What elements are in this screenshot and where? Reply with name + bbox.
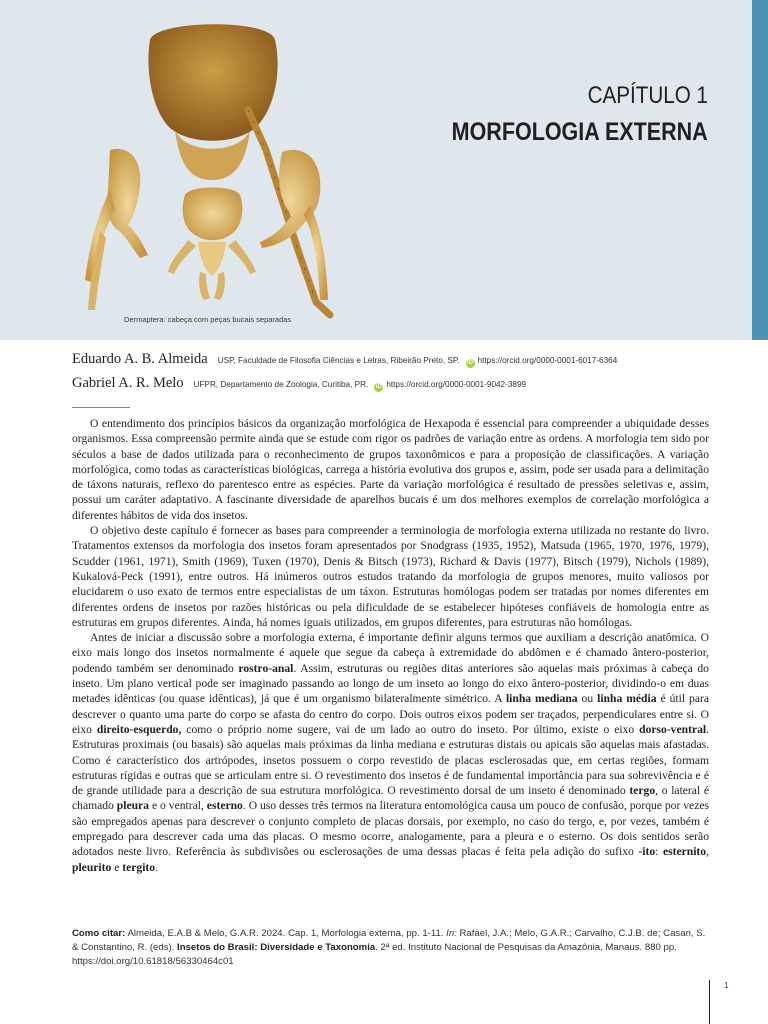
- orcid-icon: iD: [375, 384, 382, 390]
- orcid-icon: iD: [467, 360, 474, 366]
- author-affiliation: USP, Faculdade de Filosofia Ciências e Letras, Ribeirão Preto, SP.: [217, 356, 460, 365]
- orcid-link[interactable]: https://orcid.org/0000-0001-9042-3899: [386, 380, 527, 389]
- author-name: Gabriel A. R. Melo: [72, 375, 184, 391]
- paragraph-terms: Antes de iniciar a discussão sobre a morfologia externa, é importante definir alguns termos que auxiliam a descrição anatômica. O eixo mais longo dos insetos normalmente é aquele que segue da cabeça à extremidade do abdômen e é chamado ântero-posterior, podendo também ser denominado rostro-anal. Assim, estruturas ou regiões ditas anteriores são aquelas mais próximas à cabeça do inseto. Um plano vertical pode ser imaginado passando ao longo de um inseto ao longo do eixo ântero-posterior, dividindo-o em duas metades idênticas (ou quase idênticas), já que é um organismo bilateralmente simétrico. A linha mediana ou linha média é útil para descrever o quanto uma parte do corpo se afasta do centro do corpo. Dois outros eixos podem ser traçados, perpendiculares entre si. O eixo direito-esquerdo, como o próprio nome sugere, vai de um lado ao outro do inseto. Por último, existe o eixo dorso-ventral. Estruturas proximais (ou basais) são aquelas mais próximas da linha mediana e estruturas distais ou apicais são aquelas mais afastadas. Como é característico dos artrópodes, insetos possuem o corpo revestido de placas esclerosadas que, em certas regiões, formam estruturas rígidas e outras que se articulam entre si. O revestimento dos insetos é de fundamental importância para sua sobrevivência e é de grande utilidade para a descrição de sua estrutura morfológica. O revestimento dorsal de um inseto é denominado tergo, o lateral é chamado pleura e o ventral, esterno. O uso desses três termos na literatura entomológica causa um pouco de confusão, porque por vezes são empregados apenas para descrever o conjunto completo de placas dorsais, por exemplo, no caso do tergo, e, por vezes, também é empregado para descrever cada uma das placas. O mesmo ocorre, analogamente, para a pleura e o esterno. Os dois sentidos serão adotados neste livro. Referência às subdivisões ou esclerosações de uma dessas placas é feita pela adição do sufixo -ito: esternito, pleurito e tergito.: [72, 631, 710, 874]
- figure-caption: Dermaptera: cabeça com peças bucais separadas: [124, 315, 292, 324]
- chapter-accent-bar: [752, 0, 768, 340]
- paragraph-intro: O entendimento dos princípios básicos da organização morfológica de Hexapoda é essencial para compreender a ubiquidade desses organismos. Essa compreensão permite ainda que se estude com rigor os padrões de variação entre as ordens. A morfologia tem sido por séculos a base de dados utilizada para o reconhecimento de grupos taxonômicos e para a proposição de classificações. A variação morfológica, como todas as características biológicas, carrega a história evolutiva dos grupos e, assim, pode ser usada para a delimitação de táxons naturais, reflexo do parentesco entre as espécies. Parte da variação morfológica é resultado de pressões seletivas e, assim, possui um caráter adaptativo. A fascinante diversidade de aparelhos bucais é um dos melhores exemplos de correlação morfológica a diferentes hábitos de vida dos insetos.: [72, 417, 709, 522]
- section-divider: [72, 407, 130, 408]
- page-number: 1: [724, 981, 729, 990]
- author-affiliation: UFPR, Departamento de Zoologia, Curitiba, PR.: [193, 380, 369, 389]
- paragraph-objective: O objetivo deste capítulo é fornecer as bases para compreender a terminologia de morfologia externa utilizada no restante do livro. Tratamentos extensos da morfologia dos insetos foram apresentados por Snodgrass (1935, 1952), Matsuda (1965, 1970, 1976, 1979), Scudder (1961, 1971), Smith (1969), Tuxen (1970), Denis & Bitsch (1973), Richard & Davis (1977), Bitsch (1979), Nichols (1989), Kukalová-Peck (1991), entre outros. Há inúmeros outros estudos tratando da morfologia de grupos menores, muito valiosos por elucidarem o uso exato de termos entre especialistas de um táxon. Estruturas homólogas podem ser tratadas por nomes diferentes em diferentes ordens de insetos por razões históricas ou pela dificuldade de se estabelecer hipóteses confiáveis de homologia entre as estruturas em grupos diferentes. Ainda, há nomes iguais utilizados, em grupos diferentes, para estruturas não homólogas.: [72, 524, 709, 629]
- chapter-number: CAPÍTULO 1: [587, 82, 708, 109]
- author-name: Eduardo A. B. Almeida: [72, 351, 208, 367]
- citation-block: Como citar: Almeida, E.A.B & Melo, G.A.R. 2024. Cap. 1, Morfologia externa, pp. 1-11. In: Rafael, J.A.; Melo, G.A.R.; Carvalho, C.J.B. de; Casari, S. & Constantino, R. (eds). Insetos do Brasil: Diversidade e Taxonomia. 2ª ed. Instituto Nacional de Pesquisas da Amazônia, Manaus. 880 pp. https://doi.org/10.61818/56330464c01: [72, 928, 706, 967]
- author-row: [72, 375, 722, 399]
- author-row: [72, 351, 722, 375]
- earwig-head-illustration: [70, 10, 360, 330]
- chapter-body: [72, 416, 709, 875]
- orcid-link[interactable]: https://orcid.org/0000-0001-6017-6364: [477, 356, 618, 365]
- chapter-title: MORFOLOGIA EXTERNA: [451, 118, 708, 146]
- doi-link[interactable]: https://doi.org/10.61818/56330464c01: [72, 956, 234, 967]
- author-list: [72, 351, 722, 399]
- book-title: Insetos do Brasil: Diversidade e Taxonomia: [177, 942, 376, 953]
- page-number-rule: [709, 980, 710, 1024]
- citation-label: Como citar:: [72, 928, 126, 939]
